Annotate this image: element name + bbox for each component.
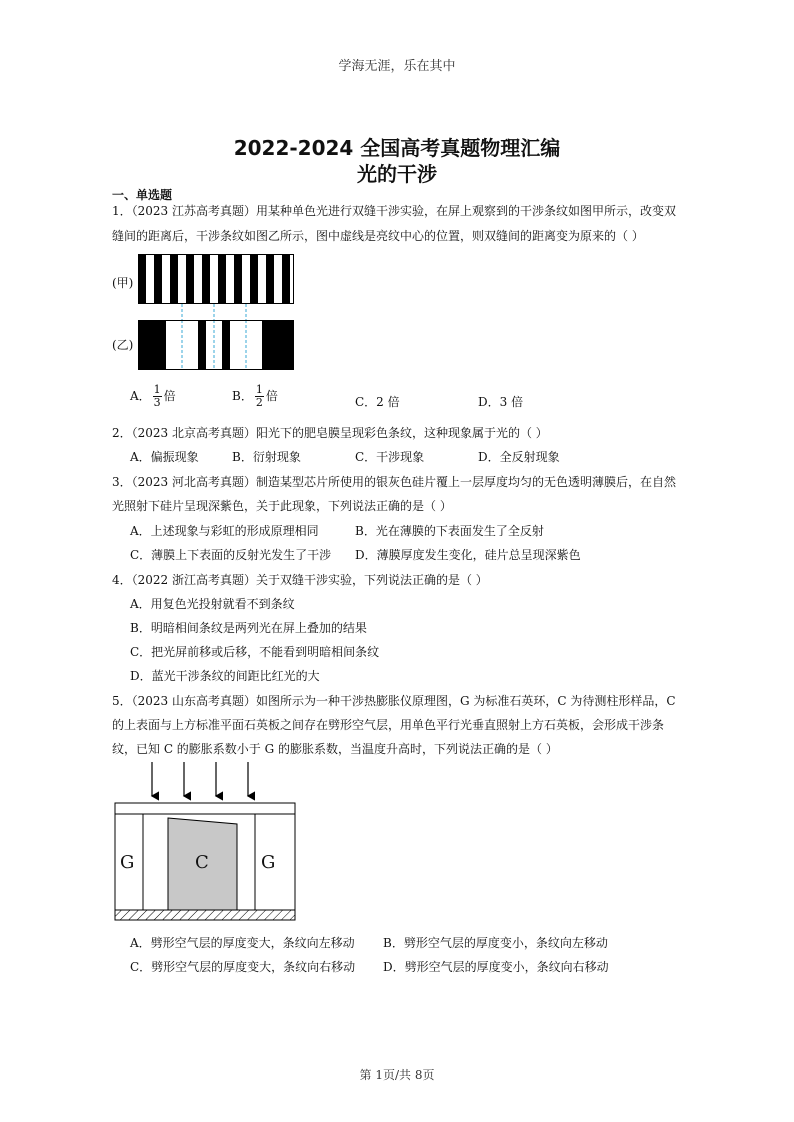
q4-option-b[interactable]: B．明暗相间条纹是两列光在屏上叠加的结果 <box>130 621 367 635</box>
q3-option-a[interactable]: A．上述现象与彩虹的形成原理相同 <box>130 524 319 538</box>
doc-subtitle: 光的干涉 <box>357 162 437 186</box>
q2-option-d[interactable]: D．全反射现象 <box>478 450 560 464</box>
label-g-left: G <box>120 852 135 873</box>
q4-line: 4．（2022 浙江高考真题）关于双缝干涉实验，下列说法正确的是（ ） <box>112 573 488 587</box>
q5-line-3: 纹，已知 C 的膨胀系数小于 G 的膨胀系数，当温度升高时，下列说法正确的是（ ） <box>112 742 558 756</box>
q5-option-d[interactable]: D．劈形空气层的厚度变小，条纹向右移动 <box>383 960 609 974</box>
q3-option-c[interactable]: C．薄膜上下表面的反射光发生了干涉 <box>130 548 332 562</box>
fringe-figure-jia <box>138 254 294 304</box>
q1-option-b[interactable]: B． $\frac{1}{2}$ 倍 <box>232 383 278 409</box>
page-footer: 第 1页/共 8页 <box>359 1068 435 1082</box>
q4-option-a[interactable]: A．用复色光投射就看不到条纹 <box>130 597 295 611</box>
page-header: 学海无涯，乐在其中 <box>338 59 456 74</box>
dilatometer-figure <box>110 760 300 922</box>
q4-option-c[interactable]: C．把光屏前移或后移，不能看到明暗相间条纹 <box>130 645 380 659</box>
q4-option-d[interactable]: D．蓝光干涉条纹的间距比红光的大 <box>130 669 320 683</box>
doc-title: 2022-2024 全国高考真题物理汇编 <box>233 136 561 160</box>
q1-option-c[interactable]: C．2 倍 <box>355 395 400 409</box>
q1-option-a[interactable]: A． $\frac{1}{3}$ 倍 <box>130 383 176 409</box>
q5-line-2: 的上表面与上方标准平面石英板之间存在劈形空气层，用单色平行光垂直照射上方石英板，会形成干涉条 <box>112 718 665 732</box>
q3-option-b[interactable]: B．光在薄膜的下表面发生了全反射 <box>355 524 544 538</box>
fringe-figure-yi <box>138 320 294 370</box>
q3-option-d[interactable]: D．薄膜厚度发生变化，硅片总呈现深紫色 <box>355 548 581 562</box>
q5-option-b[interactable]: B．劈形空气层的厚度变小，条纹向左移动 <box>383 936 608 950</box>
q1-label-jia: (甲) <box>112 276 134 290</box>
q1-option-d[interactable]: D．3 倍 <box>478 395 524 409</box>
q2-option-a[interactable]: A．偏振现象 <box>130 450 199 464</box>
q2-option-b[interactable]: B．衍射现象 <box>232 450 301 464</box>
q3-line-1: 3．（2023 河北高考真题）制造某型芯片所使用的银灰色硅片覆上一层厚度均匀的无色透明薄膜后，在自然 <box>112 475 676 489</box>
label-g-right: G <box>261 852 276 873</box>
q1-label-yi: (乙) <box>112 338 134 352</box>
q2-option-c[interactable]: C．干涉现象 <box>355 450 425 464</box>
q1-line-2: 缝间的距离后，干涉条纹如图乙所示，图中虚线是亮纹中心的位置，则双缝间的距离变为原来的（ ） <box>112 229 644 243</box>
q2-line: 2．（2023 北京高考真题）阳光下的肥皂膜呈现彩色条纹，这种现象属于光的（ ） <box>112 426 548 440</box>
section-heading: 一、单选题 <box>112 188 173 202</box>
label-c: C <box>195 852 209 873</box>
q5-option-c[interactable]: C．劈形空气层的厚度变大，条纹向右移动 <box>130 960 356 974</box>
q1-line-1: 1．（2023 江苏高考真题）用某种单色光进行双缝干涉实验，在屏上观察到的干涉条纹如图甲所示，改变双 <box>112 204 676 218</box>
q3-line-2: 光照射下硅片呈现深紫色，关于此现象，下列说法正确的是（ ） <box>112 499 452 513</box>
q5-option-a[interactable]: A．劈形空气层的厚度变大，条纹向左移动 <box>130 936 355 950</box>
q5-line-1: 5．（2023 山东高考真题）如图所示为一种干涉热膨胀仪原理图，G 为标准石英环，C 为待测柱形样品，C <box>112 694 676 708</box>
